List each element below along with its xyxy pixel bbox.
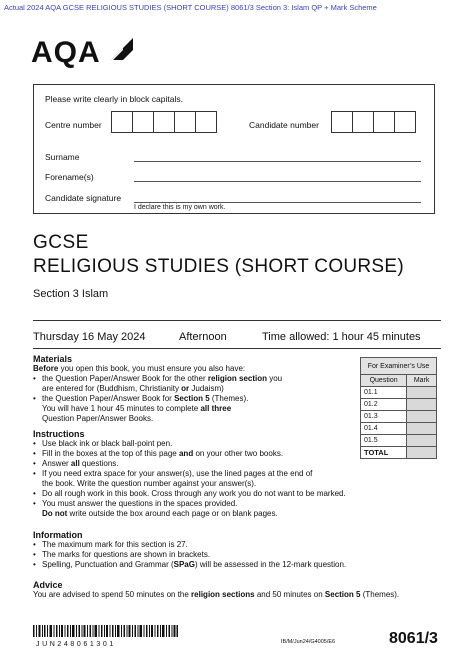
- barcode: [33, 625, 178, 637]
- advice-text: You are advised to spend 50 minutes on the religion sections and 50 minutes on Section 5 (Themes).: [33, 590, 400, 599]
- surname-field[interactable]: [134, 161, 421, 162]
- instruction-item-cont: the book. Write the question number against your answer(s).: [42, 479, 257, 488]
- information-heading: Information: [33, 530, 83, 540]
- column-header-mark: Mark: [407, 375, 437, 387]
- centre-number-digit-box[interactable]: [111, 111, 133, 133]
- materials-heading: Materials: [33, 354, 73, 364]
- materials-item: • the Question Paper/Answer Book for Section 5 (Themes).: [33, 394, 249, 403]
- exam-session: Afternoon: [179, 331, 227, 343]
- information-item: • Spelling, Punctuation and Grammar (SPaG) will be assessed in the 12-mark question.: [33, 560, 347, 569]
- instruction-item: • If you need extra space for your answer(s), use the lined pages at the end of: [33, 469, 313, 478]
- table-row: [361, 411, 437, 423]
- forenames-label: Forename(s): [45, 172, 94, 182]
- time-allowed: Time allowed: 1 hour 45 minutes: [262, 331, 421, 343]
- candidate-number-digit-box[interactable]: [373, 111, 395, 133]
- materials-item-cont: Question Paper/Answer Books.: [42, 414, 154, 423]
- materials-item: • the Question Paper/Answer Book for the other religion section you: [33, 374, 283, 383]
- mark-cell: [407, 399, 437, 411]
- instruction-item: • Do all rough work in this book. Cross through any work you do not want to be marked.: [33, 489, 346, 498]
- candidate-number-digit-box[interactable]: [352, 111, 374, 133]
- table-row: [361, 423, 437, 435]
- surname-label: Surname: [45, 152, 80, 162]
- centre-number-boxes[interactable]: [111, 111, 216, 133]
- instruction-item: • Use black ink or black ball-point pen.: [33, 439, 173, 448]
- candidate-number-boxes[interactable]: [331, 111, 415, 133]
- aqa-logo: AQA: [31, 36, 101, 69]
- table-row: [361, 435, 437, 447]
- block-capitals-instruction: Please write clearly in block capitals.: [45, 94, 183, 104]
- instructions-section: [33, 429, 346, 519]
- total-label: TOTAL: [361, 447, 407, 459]
- forenames-field[interactable]: [134, 181, 421, 182]
- candidate-number-digit-box[interactable]: [394, 111, 416, 133]
- question-number: 01.5: [361, 435, 407, 447]
- candidate-number-label: Candidate number: [249, 120, 319, 130]
- instructions-heading: Instructions: [33, 429, 85, 439]
- materials-item-cont: are entered for (Buddhism, Christianity or Judaism): [42, 384, 224, 393]
- instruction-item-cont: Do not write outside the box around each page or on blank pages.: [42, 509, 278, 518]
- mark-cell: [407, 411, 437, 423]
- table-row: [361, 447, 437, 459]
- total-mark-cell: [407, 447, 437, 459]
- information-section: [33, 530, 346, 570]
- centre-number-digit-box[interactable]: [195, 111, 217, 133]
- information-item: • The maximum mark for this section is 27.: [33, 540, 188, 549]
- centre-number-digit-box[interactable]: [174, 111, 196, 133]
- centre-number-digit-box[interactable]: [132, 111, 154, 133]
- qualification-heading: GCSE: [33, 232, 89, 253]
- paper-code: 8061/3: [389, 630, 438, 647]
- barcode-number: JUN248061301: [36, 641, 116, 648]
- instruction-item: • You must answer the questions in the spaces provided.: [33, 499, 238, 508]
- mark-cell: [407, 423, 437, 435]
- header-link[interactable]: Actual 2024 AQA GCSE RELIGIOUS STUDIES (SHORT COURSE) 8061/3 Section 3: Islam QP + Mark Scheme: [4, 3, 377, 12]
- instruction-item: • Answer all questions.: [33, 459, 119, 468]
- paper-reference: IB/M/Jun24/G4005/E6: [281, 639, 336, 645]
- centre-number-digit-box[interactable]: [153, 111, 175, 133]
- candidate-number-digit-box[interactable]: [331, 111, 353, 133]
- instruction-item: • Fill in the boxes at the top of this page and on your other two books.: [33, 449, 284, 458]
- examiners-use-table: [360, 357, 437, 459]
- column-header-question: Question: [361, 375, 407, 387]
- exam-date: Thursday 16 May 2024: [33, 331, 146, 343]
- divider: [33, 348, 441, 349]
- examiners-use-title: For Examiner’s Use: [361, 358, 437, 375]
- information-item: • The marks for questions are shown in brackets.: [33, 550, 211, 559]
- advice-heading: Advice: [33, 580, 63, 590]
- signature-field[interactable]: [134, 202, 421, 203]
- materials-section: [33, 354, 282, 424]
- section-subtitle: Section 3 Islam: [33, 288, 109, 300]
- materials-item-cont: You will have 1 hour 45 minutes to complete all three: [42, 404, 232, 413]
- divider: [33, 320, 441, 321]
- question-number: 01.1: [361, 387, 407, 399]
- table-row: [361, 387, 437, 399]
- aqa-pen-nib-icon: [109, 36, 135, 62]
- centre-number-label: Centre number: [45, 120, 102, 130]
- declaration-text: I declare this is my own work.: [134, 204, 226, 211]
- page-title: RELIGIOUS STUDIES (SHORT COURSE): [33, 256, 405, 277]
- advice-section: [33, 580, 399, 600]
- question-number: 01.2: [361, 399, 407, 411]
- table-row: [361, 399, 437, 411]
- question-number: 01.3: [361, 411, 407, 423]
- mark-cell: [407, 435, 437, 447]
- question-number: 01.4: [361, 423, 407, 435]
- materials-intro: Before you open this book, you must ensure you also have:: [33, 364, 246, 373]
- signature-label: Candidate signature: [45, 193, 122, 203]
- mark-cell: [407, 387, 437, 399]
